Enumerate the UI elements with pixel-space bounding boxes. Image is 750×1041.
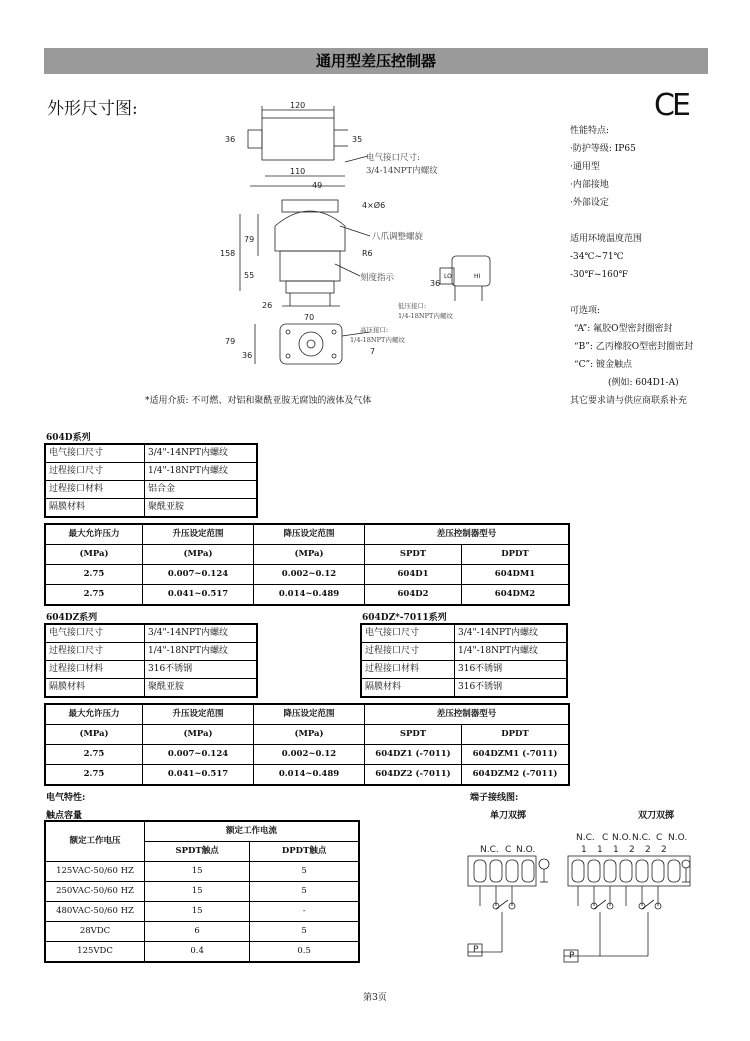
table-row [45, 902, 359, 922]
cell: 2.75 [45, 565, 143, 585]
option-item: “C”: 镀金触点 [574, 360, 632, 370]
elec-label-2: 3/4-14NPT内螺纹 [366, 166, 438, 176]
cell: 2.75 [45, 765, 143, 786]
cell: 3/4"-14NPT内螺纹 [455, 624, 568, 643]
cell: 6 [145, 922, 250, 942]
option-item: “A”: 氟胶O型密封圈密封 [574, 324, 673, 334]
cell: 480VAC-50/60 HZ [45, 902, 145, 922]
cell: 5 [250, 922, 359, 942]
table-row [45, 704, 569, 725]
header-cell: 升压设定范围 [143, 524, 254, 545]
cell: 隔膜材料 [45, 499, 145, 518]
temp-c: -34℃~71℃ [570, 252, 624, 262]
table-row [45, 524, 569, 545]
features-heading: 性能特点: [570, 126, 610, 136]
header-cell: 降压设定范围 [254, 704, 365, 725]
cell: 0.014~0.489 [254, 585, 365, 606]
cell: 316不锈钢 [145, 661, 258, 679]
hi-label: HI [474, 273, 481, 280]
unit-cell: (MPa) [254, 545, 365, 565]
cell: 0.007~0.124 [143, 745, 254, 765]
dim-label: 36 [225, 135, 236, 144]
dim-label: 7 [370, 347, 376, 356]
header-cell: 差压控制器型号 [365, 704, 570, 725]
unit-cell: SPDT [365, 725, 462, 745]
section-7011-label: 604DZ*-7011系列 [362, 613, 447, 623]
cell: 过程接口尺寸 [45, 463, 145, 481]
dim-label: 158 [220, 249, 236, 258]
spec-table-604d [44, 443, 258, 518]
cell: 604DM2 [462, 585, 570, 606]
contact-heading: 触点容量 [46, 811, 83, 821]
feature-item: ·外部设定 [570, 198, 609, 208]
table-row [45, 862, 359, 882]
table-row [45, 481, 257, 499]
lo-label: LO [444, 273, 452, 280]
cell: 15 [145, 902, 250, 922]
low-label-2: 1/4-18NPT内螺纹 [398, 312, 453, 320]
table-row [45, 725, 569, 745]
cell: 电气接口尺寸 [45, 444, 145, 463]
cell: 604D2 [365, 585, 462, 606]
terminal-num: 2 [661, 845, 667, 855]
cell: 125VAC-50/60 HZ [45, 862, 145, 882]
terminal-num: 1 [597, 845, 603, 855]
table-row [45, 922, 359, 942]
table-row [45, 942, 359, 963]
cell: 电气接口尺寸 [361, 624, 455, 643]
unit-cell: SPDT [365, 545, 462, 565]
dimension-title: 外形尺寸图: [47, 99, 138, 119]
table-row [45, 444, 257, 463]
features-panel [570, 122, 693, 392]
feature-item: ·内部接地 [570, 180, 609, 190]
dimension-drawing [220, 96, 495, 386]
cell: 15 [145, 862, 250, 882]
page-number: 第3页 [363, 993, 387, 1003]
cell: 1/4"-18NPT内螺纹 [145, 643, 258, 661]
cell: 1/4"-18NPT内螺纹 [455, 643, 568, 661]
wiring-heading: 端子接线图: [470, 793, 519, 803]
cell: 过程接口材料 [45, 481, 145, 499]
terminal-num: 2 [629, 845, 635, 855]
cell: 0.007~0.124 [143, 565, 254, 585]
header-cell: 最大允许压力 [45, 524, 143, 545]
high-label-2: 1/4-18NPT内螺纹 [350, 336, 405, 344]
terminal-num: 2 [645, 845, 651, 855]
claw-label: 八爪调整螺旋 [372, 232, 424, 242]
cell: 1/4"-18NPT内螺纹 [145, 463, 258, 481]
electrical-heading: 电气特性: [46, 793, 86, 803]
header-cell: 额定工作电流 [145, 821, 360, 842]
dim-label: 55 [244, 271, 255, 280]
temp-f: -30℉~160℉ [570, 270, 629, 280]
cell: 316不锈钢 [455, 661, 568, 679]
unit-cell: DPDT [462, 545, 570, 565]
table-row [361, 624, 567, 643]
spec-table-604dz [44, 623, 258, 698]
header-cell: 差压控制器型号 [365, 524, 570, 545]
terminal-label: C [602, 833, 609, 843]
unit-cell: (MPa) [143, 725, 254, 745]
table-row [45, 585, 569, 606]
low-label: 低压接口: [398, 302, 427, 310]
cell: 604D1 [365, 565, 462, 585]
cell: 604DZM1 (-7011) [462, 745, 570, 765]
table-row [45, 463, 257, 481]
cell: 过程接口尺寸 [45, 643, 145, 661]
header-cell: 额定工作电压 [45, 821, 145, 862]
table-row [45, 765, 569, 786]
dim-label: 120 [290, 101, 306, 110]
table-row [45, 499, 257, 518]
cell: 过程接口材料 [361, 661, 455, 679]
option-example: (例如: 604D1-A) [608, 378, 679, 388]
cell: 0.002~0.12 [254, 565, 365, 585]
cell: 3/4"-14NPT内螺纹 [145, 444, 258, 463]
terminal-label: N.O. [668, 833, 688, 843]
dim-label: 49 [312, 181, 323, 190]
cell: 0.041~0.517 [143, 585, 254, 606]
cell: 0.002~0.12 [254, 745, 365, 765]
wiring-single-title: 单刀双掷 [490, 811, 527, 821]
ce-mark: CE [654, 88, 688, 123]
feature-item: ·通用型 [570, 162, 600, 172]
terminal-label: N.C. [632, 833, 651, 843]
table-row [361, 661, 567, 679]
section-604d-label: 604D系列 [46, 433, 91, 443]
cell: 0.014~0.489 [254, 765, 365, 786]
elec-label: 电气接口尺寸: [366, 153, 420, 163]
terminal-label: C [505, 845, 512, 855]
cell: 过程接口尺寸 [361, 643, 455, 661]
cell: 隔膜材料 [45, 679, 145, 698]
cell: 604DM1 [462, 565, 570, 585]
cell: 隔膜材料 [361, 679, 455, 698]
dim-label: 79 [244, 235, 255, 244]
section-604dz-label: 604DZ系列 [46, 613, 98, 623]
unit-cell: (MPa) [45, 545, 143, 565]
high-label: 高压接口: [360, 326, 389, 334]
cell: - [250, 902, 359, 922]
page-title: 通用型差压控制器 [44, 48, 708, 74]
dim-label: 4×Ø6 [362, 201, 386, 210]
cell: 0.4 [145, 942, 250, 963]
header-cell: 降压设定范围 [254, 524, 365, 545]
cell: 250VAC-50/60 HZ [45, 882, 145, 902]
cell: 604DZ1 (-7011) [365, 745, 462, 765]
table-row [361, 643, 567, 661]
dim-label: R6 [362, 249, 373, 258]
medium-note: *适用介质: 不可燃、对铝和聚酰亚胺无腐蚀的液体及气体 [145, 396, 372, 406]
header-cell: SPDT触点 [145, 842, 250, 862]
other-note: 其它要求请与供应商联系补充 [570, 396, 688, 406]
cell: 5 [250, 882, 359, 902]
terminal-label: N.O. [612, 833, 632, 843]
header-cell: DPDT触点 [250, 842, 359, 862]
pressure-p-label: P [569, 951, 575, 961]
range-table-604dz [44, 703, 570, 786]
terminal-label: N.C. [480, 845, 499, 855]
unit-cell: (MPa) [45, 725, 143, 745]
cell: 0.5 [250, 942, 359, 963]
cell: 2.75 [45, 745, 143, 765]
dim-label: 26 [262, 301, 273, 310]
cell: 聚酰亚胺 [145, 499, 258, 518]
table-row [45, 624, 257, 643]
dim-label: 36 [242, 351, 253, 360]
terminal-num: 1 [581, 845, 587, 855]
spec-table-7011 [360, 623, 568, 698]
range-table-604d [44, 523, 570, 606]
cell: 3/4"-14NPT内螺纹 [145, 624, 258, 643]
dim-label: 79 [225, 337, 236, 346]
table-row [361, 679, 567, 698]
table-row [45, 821, 359, 842]
wiring-diagram [460, 828, 700, 968]
cell: 5 [250, 862, 359, 882]
table-row [45, 643, 257, 661]
dim-label: 35 [352, 135, 363, 144]
unit-cell: (MPa) [254, 725, 365, 745]
header-cell: 最大允许压力 [45, 704, 143, 725]
cell: 316不锈钢 [455, 679, 568, 698]
cell: 604DZM2 (-7011) [462, 765, 570, 786]
cell: 604DZ2 (-7011) [365, 765, 462, 786]
header-cell: 升压设定范围 [143, 704, 254, 725]
option-item: “B”: 乙丙橡胶O型密封圈密封 [574, 342, 694, 352]
table-row [45, 545, 569, 565]
unit-cell: DPDT [462, 725, 570, 745]
table-row [45, 882, 359, 902]
terminal-num: 1 [613, 845, 619, 855]
terminal-label: N.O. [516, 845, 536, 855]
cell: 过程接口材料 [45, 661, 145, 679]
cell: 2.75 [45, 585, 143, 606]
table-row [45, 679, 257, 698]
terminal-label: C [656, 833, 663, 843]
terminal-label: N.C. [576, 833, 595, 843]
pressure-p-label: P [473, 945, 479, 955]
current-table [44, 820, 360, 963]
table-row [45, 661, 257, 679]
cell: 聚酰亚胺 [145, 679, 258, 698]
cell: 28VDC [45, 922, 145, 942]
dim-label: 110 [290, 167, 306, 176]
cell: 电气接口尺寸 [45, 624, 145, 643]
options-heading: 可选项: [570, 306, 601, 316]
dim-label: 70 [304, 313, 315, 322]
cell: 125VDC [45, 942, 145, 963]
cell: 0.041~0.517 [143, 765, 254, 786]
cell: 铝合金 [145, 481, 258, 499]
feature-item: ·防护等级: IP65 [570, 144, 636, 154]
table-row [45, 745, 569, 765]
cell: 15 [145, 882, 250, 902]
wiring-double-title: 双刀双掷 [638, 811, 675, 821]
table-row [45, 565, 569, 585]
unit-cell: (MPa) [143, 545, 254, 565]
scale-label: 刻度指示 [360, 273, 395, 283]
dim-label: 36 [430, 279, 441, 288]
temp-heading: 适用环境温度范围 [570, 234, 643, 244]
